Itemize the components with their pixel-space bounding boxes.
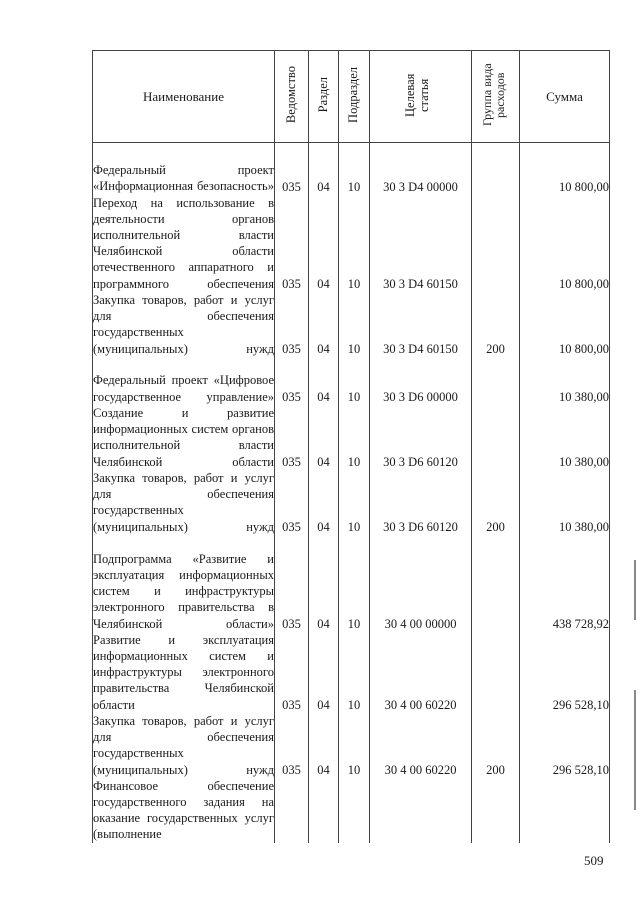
row-dept: [275, 778, 309, 843]
row-name: Закупка товаров, работ и услуг для обеспечения государственных (муниципальных) нужд: [93, 292, 274, 356]
row-amount: 438 728,92: [520, 535, 610, 632]
row-subsection: [339, 778, 370, 843]
table-row: [93, 357, 610, 405]
row-section: 04: [309, 292, 339, 357]
table-header-row: [93, 51, 610, 143]
row-section: 04: [309, 470, 339, 535]
table-row: [93, 292, 610, 357]
row-section: 04: [309, 535, 339, 632]
row-section: 04: [309, 405, 339, 470]
row-subsection: 10: [339, 470, 370, 535]
row-amount: 296 528,10: [520, 713, 610, 778]
row-amount: 10 800,00: [520, 292, 610, 357]
header-subsection: Подраздел: [339, 51, 370, 143]
row-subsection: 10: [339, 195, 370, 292]
row-name: Подпрограмма «Развитие и эксплуатация информационных систем и инфраструктуры электронного правительства в Челябинской области»: [93, 535, 275, 632]
row-dept: 035: [275, 632, 309, 713]
row-expense-group: [472, 143, 520, 195]
row-subsection: 10: [339, 357, 370, 405]
row-expense-group: 200: [472, 713, 520, 778]
row-subsection: 10: [339, 632, 370, 713]
row-name: Федеральный проект «Цифровое государственное управление»: [93, 357, 275, 405]
row-amount: 10 380,00: [520, 357, 610, 405]
scan-edge-mark: [634, 560, 636, 620]
row-expense-group: 200: [472, 292, 520, 357]
header-dept: Ведомство: [275, 51, 309, 143]
row-expense-group: [472, 778, 520, 843]
row-dept: 035: [275, 713, 309, 778]
row-name: Создание и развитие информационных систем органов исполнительной власти Челябинской области: [93, 405, 274, 469]
header-target-article: Целевая статья: [370, 51, 472, 143]
table-row: [93, 195, 610, 292]
row-section: 04: [309, 195, 339, 292]
row-amount: 296 528,10: [520, 632, 610, 713]
budget-table: [92, 50, 610, 843]
table-row: [93, 470, 610, 535]
row-expense-group: [472, 405, 520, 470]
table-row: [93, 778, 610, 843]
table-row: [93, 632, 610, 713]
row-dept: 035: [275, 195, 309, 292]
row-section: [309, 778, 339, 843]
row-section: 04: [309, 357, 339, 405]
row-subsection: 10: [339, 405, 370, 470]
header-expense-group: Группа вида расходов: [472, 51, 520, 143]
row-amount: 10 800,00: [520, 195, 610, 292]
row-amount: 10 380,00: [520, 405, 610, 470]
row-subsection: 10: [339, 713, 370, 778]
table-row: [93, 535, 610, 632]
row-subsection: 10: [339, 143, 370, 195]
row-subsection: 10: [339, 535, 370, 632]
row-target-article: [370, 778, 472, 843]
table-row: [93, 405, 610, 470]
row-name: Закупка товаров, работ и услуг для обеспечения государственных (муниципальных) нужд: [93, 470, 274, 534]
row-target-article: 30 3 D4 60150: [370, 195, 472, 292]
row-section: 04: [309, 713, 339, 778]
table-row: [93, 143, 610, 195]
row-section: 04: [309, 632, 339, 713]
page-number: 509: [584, 853, 604, 868]
table-row: [93, 713, 610, 778]
row-dept: 035: [275, 405, 309, 470]
row-name: Федеральный проект «Информационная безопасность»: [93, 143, 275, 195]
row-target-article: 30 3 D6 60120: [370, 405, 472, 470]
row-target-article: 30 3 D4 60150: [370, 292, 472, 357]
row-target-article: 30 3 D6 00000: [370, 357, 472, 405]
row-target-article: 30 4 00 00000: [370, 535, 472, 632]
row-target-article: 30 3 D6 60120: [370, 470, 472, 535]
row-dept: 035: [275, 535, 309, 632]
row-section: 04: [309, 143, 339, 195]
row-target-article: 30 4 00 60220: [370, 713, 472, 778]
row-dept: 035: [275, 470, 309, 535]
row-dept: 035: [275, 292, 309, 357]
scan-edge-mark: [634, 690, 636, 810]
row-name: Переход на использование в деятельности органов исполнительной власти Челябинской области отечественного аппаратного и программного обеспечения: [93, 195, 274, 291]
row-target-article: 30 3 D4 00000: [370, 143, 472, 195]
row-dept: 035: [275, 357, 309, 405]
row-subsection: 10: [339, 292, 370, 357]
row-amount: [520, 778, 610, 843]
row-expense-group: [472, 632, 520, 713]
row-name: Финансовое обеспечение государственного задания на оказание государственных услуг (выполнение: [93, 778, 274, 842]
row-expense-group: 200: [472, 470, 520, 535]
row-name: Закупка товаров, работ и услуг для обеспечения государственных (муниципальных) нужд: [93, 713, 274, 777]
header-amount: Сумма: [520, 51, 610, 143]
header-section: Раздел: [309, 51, 339, 143]
row-amount: 10 800,00: [520, 143, 610, 195]
header-name: Наименование: [93, 51, 275, 143]
row-expense-group: [472, 357, 520, 405]
row-expense-group: [472, 535, 520, 632]
row-amount: 10 380,00: [520, 470, 610, 535]
row-target-article: 30 4 00 60220: [370, 632, 472, 713]
row-name: Развитие и эксплуатация информационных систем и инфраструктуры электронного правительства Челябинской области: [93, 632, 274, 712]
row-expense-group: [472, 195, 520, 292]
row-dept: 035: [275, 143, 309, 195]
